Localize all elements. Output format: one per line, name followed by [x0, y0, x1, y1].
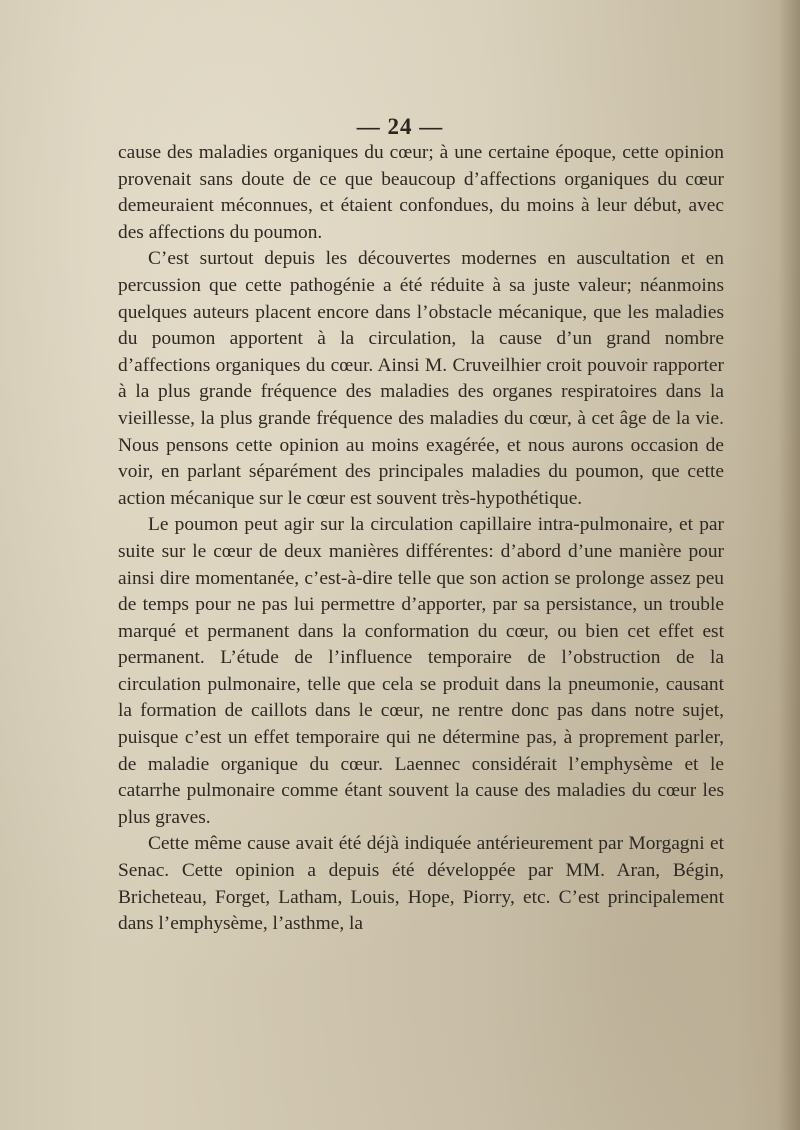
page-number: — 24 — — [356, 114, 444, 139]
body-text — [118, 140, 724, 938]
paragraph: Le poumon peut agir sur la circulation capillaire intra-pulmonaire, et par suite sur le cœur de deux manières différentes: d’abord d’une manière pour ainsi dire momentanée, c’est-à-dire telle que son action se prolonge assez peu de temps pour ne pas lui permettre d’apporter, par sa persistance, un trouble marqué et permanent dans la conformation du cœur, ou bien cet effet est permanent. L’étude de l’influence temporaire de l’obstruction de la circulation pulmonaire, telle que cela se produit dans la pneumonie, causant la formation de caillots dans le cœur, ne rentre donc pas dans notre sujet, puisque c’est un effet temporaire qui ne détermine pas, à proprement parler, de maladie organique du cœur. Laennec considérait l’emphysème et le catarrhe pulmonaire comme étant souvent la cause des maladies du cœur les plus graves. — [118, 514, 724, 828]
paragraph: C’est surtout depuis les découvertes modernes en auscultation et en percussion que cette pathogénie a été réduite à sa juste valeur; néanmoins quelques auteurs placent encore dans l’obstacle mécanique, que les maladies du poumon apportent à la circulation, la cause d’un grand nombre d’affections organiques du cœur. Ainsi M. Cruveilhier croit pouvoir rapporter à la plus grande fréquence des maladies des organes respiratoires dans la vieillesse, la plus grande fréquence des maladies du cœur, à cet âge de la vie. Nous pensons cette opinion au moins exagérée, et nous aurons occasion de voir, en parlant séparément des principales maladies du poumon, que cette action mécanique sur le cœur est souvent très-hypothétique. — [118, 248, 724, 509]
paragraph: cause des maladies organiques du cœur; à une certaine époque, cette opinion provenait sans doute de ce que beaucoup d’affections organiques du cœur demeuraient méconnues, et étaient confondues, du moins à leur début, avec des affections du poumon. — [118, 142, 724, 243]
paragraph: Cette même cause avait été déjà indiquée antérieurement par Morgagni et Senac. Cette opinion a depuis été développée par MM. Aran, Bégin, Bricheteau, Forget, Latham, Louis, Hope, Piorry, etc. C’est principalement dans l’emphysème, l’asthme, la — [118, 833, 724, 935]
